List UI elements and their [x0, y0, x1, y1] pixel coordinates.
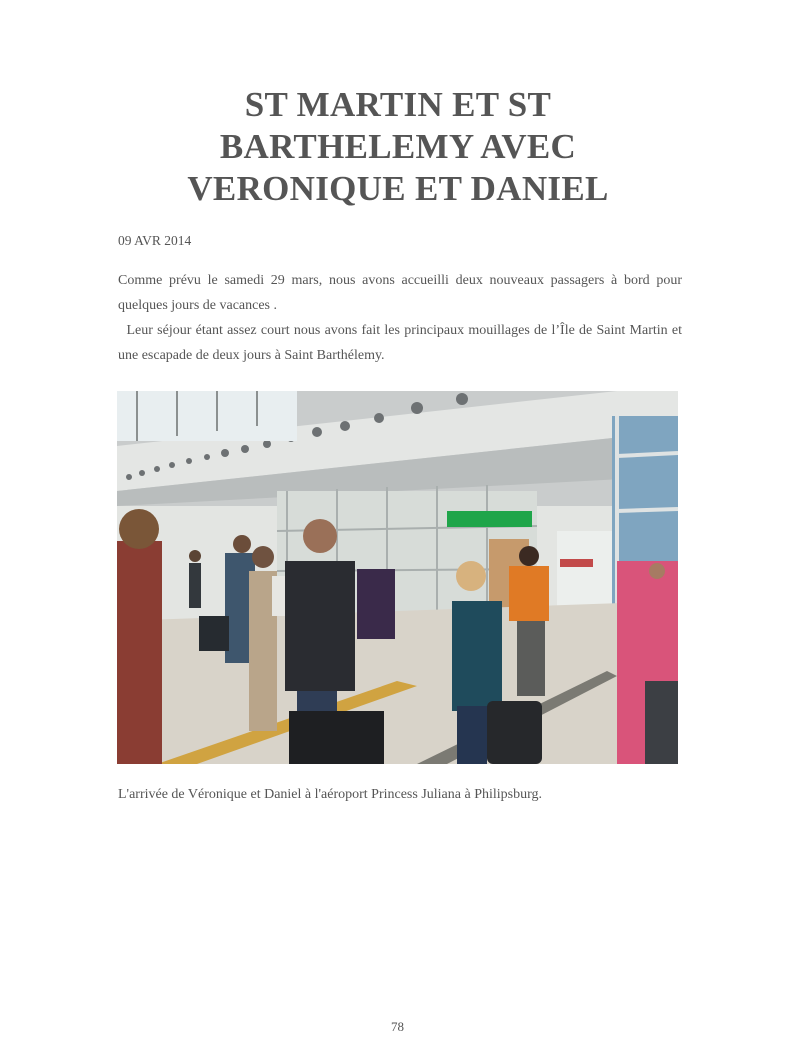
- paragraph: [118, 318, 682, 368]
- article-body: [118, 268, 682, 368]
- title-line: BARTHELEMY AVEC: [219, 127, 577, 166]
- airport-arrival-photo: [117, 391, 678, 764]
- photo-illustration: [117, 391, 678, 764]
- title-line: ST MARTIN ET ST: [244, 85, 552, 124]
- article-title: [118, 84, 678, 210]
- title-line: VERONIQUE ET DANIEL: [187, 169, 609, 208]
- photo-caption: L'arrivée de Véronique et Daniel à l'aéroport Princess Juliana à Philipsburg.: [118, 787, 543, 802]
- page-number: 78: [391, 1019, 404, 1034]
- article-date: 09 AVR 2014: [118, 233, 192, 248]
- paragraph: Comme prévu le samedi 29 mars, nous avons accueilli deux nouveaux passagers à bord pour quelques jours de vacances .: [118, 273, 682, 313]
- paragraph-text: Leur séjour étant assez court nous avons fait les principaux mouillages de l’Île de Saint Martin et une escapade de deux jours à Saint Barthélemy.: [118, 323, 682, 363]
